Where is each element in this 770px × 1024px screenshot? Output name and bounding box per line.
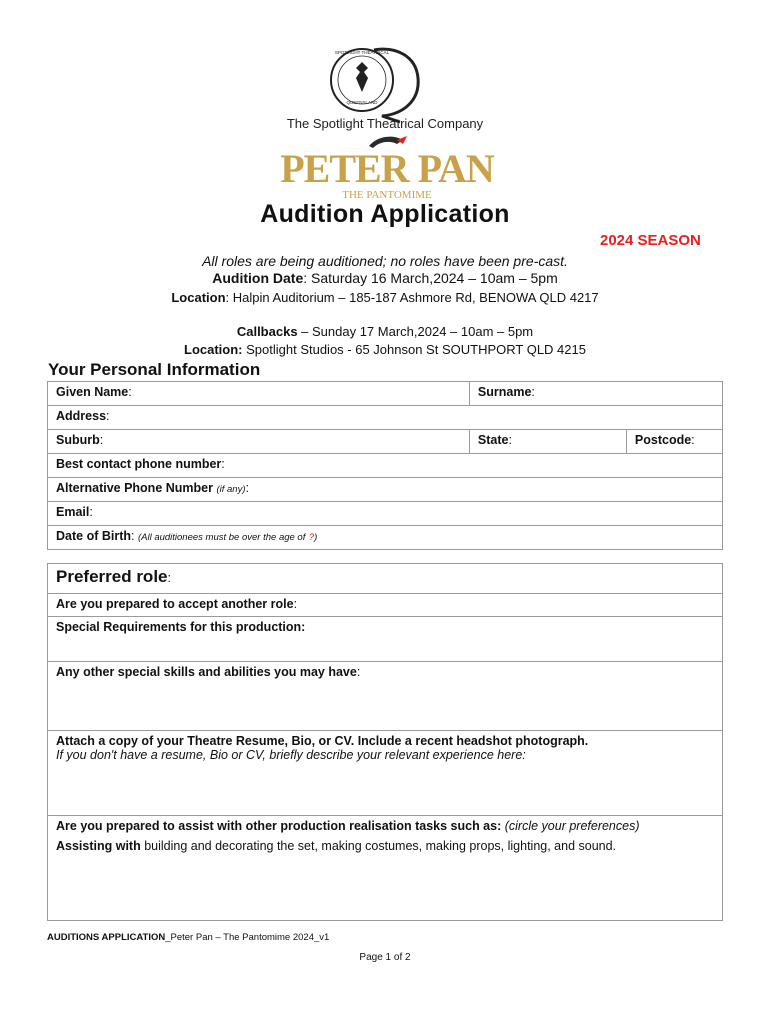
alt-phone-note: (if any) bbox=[216, 484, 246, 495]
experience-field[interactable] bbox=[48, 731, 723, 816]
phone-label: Best contact phone number bbox=[56, 457, 222, 471]
casting-note: All roles are being auditioned; no roles have been pre-cast. bbox=[202, 253, 568, 269]
given-name-label: Given Name bbox=[56, 385, 129, 399]
role-table bbox=[47, 563, 723, 921]
audition-location bbox=[0, 290, 770, 305]
other-skills-label: Any other special skills and abilities you may have bbox=[56, 665, 357, 679]
address-label: Address bbox=[56, 409, 107, 423]
audition-location-label: Location bbox=[171, 290, 226, 305]
alt-phone-label: Alternative Phone Number bbox=[56, 481, 213, 495]
footer-doc-label: AUDITIONS APPLICATION bbox=[47, 932, 166, 943]
dob-note-close: ) bbox=[314, 532, 318, 543]
address-field[interactable]: Address: bbox=[48, 406, 723, 430]
special-requirements-label: Special Requirements for this production: bbox=[56, 620, 306, 634]
callbacks-value: – Sunday 17 March,2024 – 10am – 5pm bbox=[297, 324, 534, 339]
callbacks-location-value: Spotlight Studios - 65 Johnson St SOUTHPORT QLD 4215 bbox=[242, 342, 586, 357]
page-number: Page 1 of 2 bbox=[359, 952, 411, 963]
assisting-with-tasks: building and decorating the set, making costumes, making props, lighting, and sound. bbox=[140, 839, 617, 853]
given-name-field[interactable]: Given Name: bbox=[48, 382, 470, 406]
attach-cv-note: If you don't have a resume, Bio or CV, briefly describe your relevant experience here: bbox=[56, 748, 526, 762]
other-skills-field[interactable]: Any other special skills and abilities you may have: bbox=[48, 662, 723, 731]
suburb-label: Suburb bbox=[56, 433, 100, 447]
audition-date bbox=[0, 270, 770, 286]
company-name: The Spotlight Theatrical Company bbox=[286, 116, 484, 131]
svg-text:THE PANTOMIME: THE PANTOMIME bbox=[342, 189, 432, 201]
personal-info-heading: Your Personal Information bbox=[48, 360, 261, 379]
dob-age-placeholder: ? bbox=[308, 532, 315, 543]
dob-label: Date of Birth bbox=[56, 529, 131, 543]
callbacks-location-label: Location: bbox=[184, 342, 243, 357]
postcode-field[interactable]: Postcode: bbox=[626, 430, 722, 454]
personal-info-table bbox=[47, 381, 723, 550]
accept-other-role-label: Are you prepared to accept another role bbox=[56, 597, 294, 611]
assist-tasks-field[interactable] bbox=[48, 816, 723, 921]
accept-other-role-field[interactable]: Are you prepared to accept another role: bbox=[48, 594, 723, 617]
svg-text:SPOTLIGHT THEATRICAL: SPOTLIGHT THEATRICAL bbox=[334, 50, 390, 55]
alt-phone-field[interactable]: Alternative Phone Number (if any): bbox=[48, 478, 723, 502]
audition-date-value: : Saturday 16 March,2024 – 10am – 5pm bbox=[303, 270, 558, 286]
callbacks-location bbox=[0, 342, 770, 357]
preferred-role-field[interactable]: Preferred role: bbox=[48, 564, 723, 594]
document-footer bbox=[47, 932, 329, 943]
suburb-field[interactable]: Suburb: bbox=[48, 430, 470, 454]
dob-field[interactable]: Date of Birth: (All auditionees must be over the age of ?) bbox=[48, 526, 723, 550]
svg-text:PETER PAN: PETER PAN bbox=[280, 146, 494, 191]
surname-field[interactable]: Surname: bbox=[469, 382, 722, 406]
season-badge: 2024 SEASON bbox=[600, 232, 701, 249]
audition-date-label: Audition Date bbox=[212, 270, 304, 286]
audition-location-value: : Halpin Auditorium – 185-187 Ashmore Rd, BENOWA QLD 4217 bbox=[225, 290, 599, 305]
company-seal-logo bbox=[316, 42, 436, 122]
peter-pan-logo bbox=[280, 132, 494, 204]
dob-note: (All auditionees must be over the age of bbox=[137, 532, 306, 543]
svg-text:QUEENSLAND: QUEENSLAND bbox=[346, 100, 378, 105]
assist-tasks-label: Are you prepared to assist with other production realisation tasks such as: bbox=[56, 819, 502, 833]
attach-cv-label: Attach a copy of your Theatre Resume, Bio, or CV. Include a recent headshot photograph. bbox=[56, 734, 589, 748]
callbacks-date bbox=[0, 324, 770, 339]
assist-tasks-note: (circle your preferences) bbox=[504, 819, 640, 833]
special-requirements-field[interactable] bbox=[48, 617, 723, 662]
phone-field[interactable]: Best contact phone number: bbox=[48, 454, 723, 478]
surname-label: Surname bbox=[477, 385, 532, 399]
preferred-role-heading: Preferred role bbox=[56, 567, 168, 586]
state-field[interactable]: State: bbox=[469, 430, 626, 454]
email-field[interactable]: Email: bbox=[48, 502, 723, 526]
state-label: State bbox=[477, 433, 509, 447]
postcode-label: Postcode bbox=[634, 433, 692, 447]
page-title: Audition Application bbox=[260, 200, 510, 228]
email-label: Email bbox=[56, 505, 90, 519]
footer-doc-version: _Peter Pan – The Pantomime 2024_v1 bbox=[165, 932, 330, 943]
assisting-with-label: Assisting with bbox=[56, 839, 141, 853]
callbacks-label: Callbacks bbox=[236, 324, 298, 339]
